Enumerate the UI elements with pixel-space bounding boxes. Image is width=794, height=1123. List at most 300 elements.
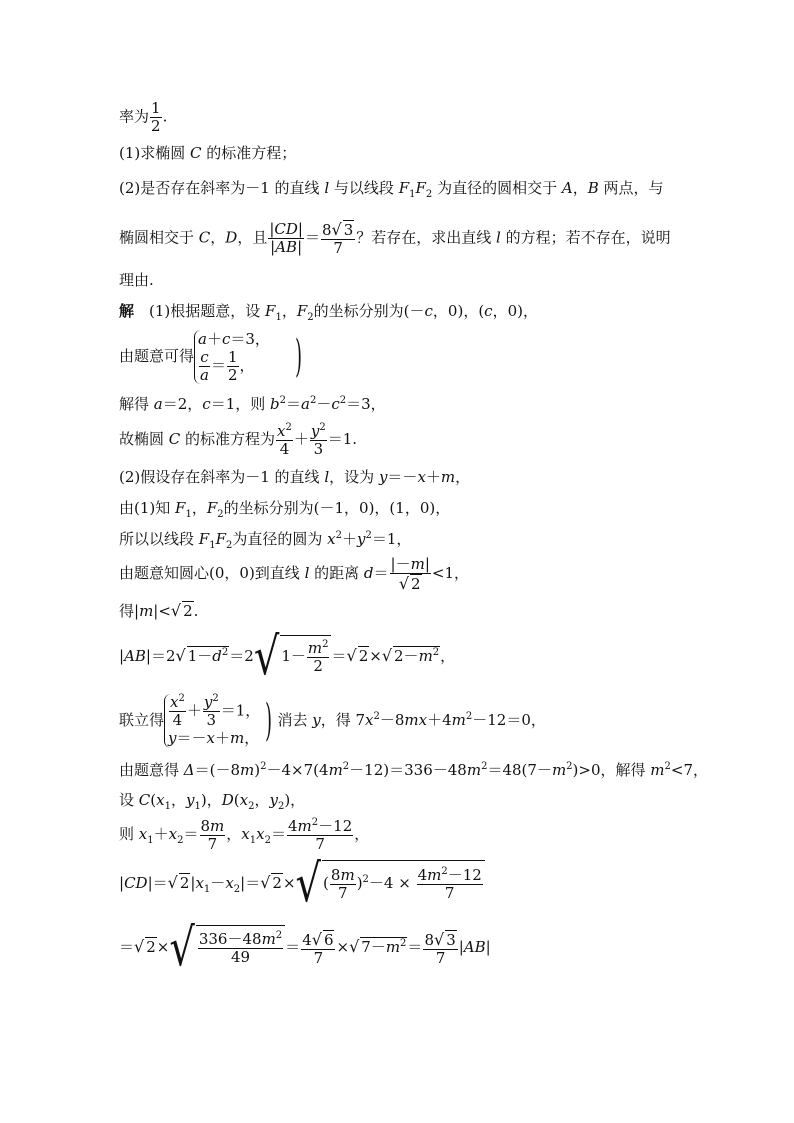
radical-sign: √	[169, 918, 195, 978]
text: 得|	[119, 602, 140, 620]
text: |＝2	[145, 647, 176, 665]
var: x	[195, 874, 204, 892]
radical-sign: √	[167, 873, 178, 892]
text: 的标准方程为	[180, 430, 276, 448]
superscript: 2	[365, 530, 372, 541]
denominator: 2	[151, 117, 161, 135]
vieta-formulas	[119, 812, 369, 856]
subscript: 2	[177, 835, 184, 846]
text: 消去	[277, 711, 313, 729]
text: 8	[330, 865, 341, 884]
text: ＝2	[229, 647, 254, 665]
var: c	[202, 395, 211, 413]
question-part-2-line-2	[119, 220, 671, 257]
subscript: 1	[203, 884, 211, 895]
var: c	[424, 302, 433, 320]
text: ＋	[425, 468, 441, 486]
var: m	[551, 761, 567, 779]
var: F	[215, 530, 226, 548]
text: ＝2，	[162, 395, 203, 413]
text: |＝	[240, 874, 261, 892]
text: ×	[156, 938, 170, 956]
var: C	[138, 791, 151, 809]
subscript: 1	[409, 189, 416, 200]
text: 的距离	[309, 564, 364, 582]
subscript: 2	[264, 835, 271, 846]
text: .	[162, 107, 168, 126]
text: ，设为	[329, 468, 379, 486]
denominator: 7	[333, 239, 343, 257]
text: (2)假设存在斜率为－1 的直线	[119, 468, 325, 486]
radical-sign: √	[398, 573, 410, 593]
combined-system	[119, 690, 546, 750]
text: ，	[210, 228, 226, 247]
denominator: 2	[227, 366, 238, 384]
subscript: 2	[248, 801, 255, 812]
subscript: 2	[233, 884, 241, 895]
var: a	[153, 395, 163, 413]
text: ＝1.	[327, 430, 358, 448]
var: x	[225, 874, 234, 892]
text: .	[193, 602, 199, 620]
foci-coordinates	[119, 498, 450, 518]
superscript: 2	[373, 711, 380, 722]
radical-sign: √	[170, 601, 182, 620]
text: ，	[170, 791, 186, 809]
text: ＝1，	[220, 701, 261, 720]
radicand: 6	[323, 930, 334, 949]
closing-paren: )	[265, 695, 273, 746]
numerator: 1	[151, 99, 161, 117]
radical-sign: √	[134, 937, 145, 956]
denominator: 3	[206, 711, 217, 729]
superscript: 2	[311, 816, 319, 828]
radicand: 3	[446, 930, 456, 949]
var: d	[212, 647, 222, 665]
points-cd	[119, 790, 305, 810]
text: |	[424, 554, 430, 573]
text: －12	[318, 816, 353, 835]
text: )	[254, 761, 261, 779]
radicand: 2	[411, 574, 421, 593]
denominator: a	[200, 366, 209, 384]
var: F	[415, 179, 426, 197]
var: x	[241, 825, 250, 843]
subscript: 2	[217, 509, 224, 520]
var: x	[168, 825, 178, 843]
var: c	[484, 302, 493, 320]
equation-system	[164, 694, 260, 748]
subscript: 2	[425, 189, 433, 200]
superscript: 2	[400, 938, 407, 949]
var: C	[190, 144, 202, 162]
superscript: 2	[664, 761, 671, 772]
text: ＝	[183, 825, 199, 843]
text: 8	[200, 816, 211, 835]
radicand: 2	[179, 874, 190, 892]
var: x	[206, 729, 215, 747]
radicand: 2	[272, 874, 282, 892]
text: 所以以线段	[119, 530, 199, 548]
ellipse-equation	[119, 420, 357, 458]
text: 则	[119, 825, 139, 843]
text: (	[150, 791, 157, 809]
circle-equation	[119, 529, 411, 549]
var: Δ	[183, 761, 195, 779]
text: ＋	[186, 701, 202, 720]
text: <7，	[670, 761, 709, 779]
var: y	[310, 421, 320, 440]
radical-sign: √	[253, 627, 280, 687]
text: ？若存在，求出直线	[356, 228, 497, 247]
var: m	[650, 761, 665, 779]
text: 两点，与	[598, 179, 664, 197]
text: ，	[244, 729, 260, 747]
text: ＝1，则	[210, 395, 270, 413]
text: (1)根据题意，设	[134, 302, 266, 320]
radical-sign: √	[311, 929, 322, 949]
superscript: 2	[279, 395, 286, 406]
question-part-2-line-3	[119, 270, 154, 290]
text: ＝	[210, 356, 226, 375]
text: 联立得	[119, 711, 165, 729]
var: D	[225, 228, 238, 247]
text: 故椭圆	[119, 430, 169, 448]
text: (	[233, 791, 240, 809]
numerator: 1	[227, 348, 238, 366]
var: x	[256, 825, 265, 843]
denominator: 49	[230, 947, 251, 966]
var: B	[587, 179, 599, 197]
var: y	[203, 693, 213, 711]
superscript: 2	[481, 761, 488, 772]
m-bound	[119, 601, 198, 621]
denominator: 7	[444, 883, 455, 902]
subscript: 1	[164, 801, 171, 812]
var: CD	[124, 874, 148, 892]
text: 的标准方程；	[201, 144, 297, 162]
superscript: 2	[212, 693, 219, 704]
var: F	[296, 302, 308, 320]
var: D	[221, 791, 234, 809]
var: mx	[404, 711, 428, 729]
text: －12	[447, 865, 482, 884]
numerator: 8	[321, 221, 332, 239]
text: 与以线段	[329, 179, 399, 197]
text: ×	[369, 647, 382, 665]
text: ＋	[342, 530, 358, 548]
text: －12＝0，	[472, 711, 546, 729]
superscript: 2	[319, 421, 326, 433]
text: ＋	[206, 330, 222, 348]
var: a	[301, 395, 310, 413]
text: 解得	[119, 395, 154, 413]
denominator: 7	[315, 834, 325, 853]
superscript: 2	[260, 761, 267, 772]
var: c	[221, 330, 231, 348]
subscript: 1	[249, 835, 257, 846]
text: ＝	[119, 938, 135, 956]
var: x	[365, 711, 374, 729]
var: m	[328, 761, 343, 779]
var: m	[427, 865, 442, 884]
var: F	[175, 499, 186, 517]
var: AB	[124, 647, 146, 665]
fraction-one-half	[150, 100, 162, 135]
text: ，0)，(	[432, 302, 485, 320]
var: m	[418, 647, 433, 665]
var: AB	[463, 938, 486, 956]
text: 的方程；若不存在，说明	[500, 228, 671, 247]
discriminant	[119, 760, 708, 780]
superscript: 2	[178, 693, 185, 704]
text: ＝	[270, 825, 286, 843]
fraction-8sqrt3-over-7	[321, 220, 355, 257]
text: ＝1，	[371, 530, 412, 548]
var: b	[270, 395, 280, 413]
text: ，	[226, 825, 242, 843]
var: m	[410, 554, 425, 573]
text: 4	[417, 865, 428, 884]
var: l	[304, 564, 310, 582]
var: m	[139, 602, 154, 620]
text: ×	[282, 874, 296, 892]
text: <1，	[431, 564, 470, 582]
text: ，	[239, 356, 255, 375]
text: |	[119, 874, 125, 892]
solution-label: 解	[119, 302, 135, 320]
text: 4	[288, 816, 298, 835]
var: C	[198, 228, 211, 247]
text: ＝	[285, 395, 301, 413]
var: m	[261, 929, 276, 948]
subscript: 1	[194, 801, 201, 812]
var: F	[206, 499, 218, 517]
text: ，	[191, 499, 207, 517]
var: y	[357, 530, 366, 548]
radicand: 3	[343, 221, 354, 239]
superscript: 2	[342, 761, 350, 772]
text: |＝	[147, 874, 168, 892]
text: ＝	[331, 647, 347, 665]
text: 由题意可得	[119, 347, 195, 365]
var: A	[561, 179, 573, 197]
text: 的坐标分别为(－1，0)，(1，0)，	[223, 499, 451, 517]
question-part-1	[119, 143, 296, 163]
text: －12)＝336－48	[349, 761, 467, 779]
text: 为直径的圆相交于	[432, 179, 562, 197]
superscript: 2	[275, 929, 283, 941]
text: －4 ×	[368, 874, 416, 892]
denominator: 7	[207, 834, 218, 853]
var: c	[331, 395, 340, 413]
superscript: 2	[441, 865, 448, 877]
text: 由题意知圆心(0，0)到直线	[119, 564, 305, 582]
text: ，	[354, 825, 370, 843]
text: 率为	[119, 107, 150, 126]
text: )>0，解得	[572, 761, 651, 779]
var: x	[417, 468, 426, 486]
denominator: 7	[435, 948, 446, 967]
solve-a-c	[119, 394, 386, 414]
subscript: 2	[277, 801, 285, 812]
superscript: 2	[322, 638, 329, 650]
var: m	[240, 761, 255, 779]
denominator: 7	[338, 883, 348, 902]
var: m	[466, 761, 482, 779]
text: 1－	[187, 647, 213, 665]
superscript: 2	[221, 647, 229, 658]
text: 2－	[394, 647, 419, 665]
radical-sign: √	[349, 937, 360, 956]
text: ＋4	[427, 711, 452, 729]
superscript: 2	[335, 530, 342, 541]
text: 336－48	[198, 929, 262, 948]
text: －	[210, 874, 226, 892]
subscript: 1	[275, 312, 282, 323]
text: |<	[153, 602, 171, 620]
eccentricity-line	[119, 100, 167, 135]
text: ，	[281, 302, 297, 320]
distance-condition	[119, 552, 469, 594]
superscript: 2	[285, 421, 292, 433]
text: ＝3，	[346, 395, 386, 413]
superscript: 2	[566, 761, 573, 772]
text: |	[190, 874, 196, 892]
var: m	[385, 938, 401, 956]
superscript: 2	[465, 711, 473, 722]
text: 椭圆相交于	[119, 228, 199, 247]
var: C	[168, 430, 181, 448]
var: a	[198, 330, 207, 348]
radical-sign: √	[433, 929, 445, 949]
subscript: 1	[147, 835, 154, 846]
text: 设	[119, 791, 139, 809]
text: ，且	[237, 228, 268, 247]
text: ＝3，	[230, 330, 270, 348]
text: ＝48(7－	[487, 761, 552, 779]
text: ×	[336, 938, 350, 956]
text: |－	[390, 554, 411, 573]
subscript: 2	[307, 312, 314, 323]
denominator: 4	[279, 439, 290, 458]
radicand: 2	[146, 938, 156, 956]
cd-length: |CD|＝√ $2|x_1-x_2|=√$ 2×√ ( $\frac{8m}{7}$ )$^2$－4 × $\frac{4m^2-12}{7}$	[119, 858, 485, 908]
text: ，	[572, 179, 588, 197]
text: ＝－	[387, 468, 418, 486]
var: m	[230, 729, 245, 747]
equation-system	[194, 330, 270, 384]
text: 由(1)知	[119, 499, 176, 517]
var: m	[210, 816, 225, 835]
var: y	[378, 468, 388, 486]
text: )，	[200, 791, 222, 809]
text: 由题意得	[119, 761, 184, 779]
text: 8	[424, 930, 434, 949]
text: ＋	[293, 430, 309, 448]
cd-simplified	[119, 918, 491, 978]
var: x	[327, 530, 336, 548]
var: y	[312, 711, 321, 729]
var: m	[340, 865, 355, 884]
question-part-2-line-1	[119, 178, 664, 198]
text: ，0)，	[492, 302, 538, 320]
var: l	[324, 468, 330, 486]
var: m	[297, 816, 312, 835]
text: 1－	[281, 647, 306, 665]
var: l	[496, 228, 501, 247]
radical-sign: √	[260, 873, 271, 892]
text: ，	[254, 791, 270, 809]
text: ，	[440, 647, 456, 665]
var: m	[307, 638, 323, 657]
text: 4	[302, 930, 312, 949]
radicand: 2	[183, 602, 193, 620]
text: |	[119, 647, 125, 665]
var: F	[198, 530, 210, 548]
var: l	[324, 179, 330, 197]
text: ＝	[373, 564, 389, 582]
numerator: |CD|	[269, 220, 303, 238]
radical-sign: √	[346, 646, 357, 665]
var: d	[363, 564, 374, 582]
superscript: 2	[432, 647, 440, 658]
text: ，得 7	[320, 711, 366, 729]
denominator: 3	[313, 439, 324, 458]
text: ＋	[214, 729, 230, 747]
superscript: 2	[362, 874, 369, 885]
text: ＝	[407, 938, 423, 956]
radical-sign: √	[295, 854, 322, 914]
var: m	[451, 711, 466, 729]
text: |	[458, 938, 464, 956]
text: ＝	[285, 938, 301, 956]
text: |	[485, 938, 491, 956]
radical-sign: √	[331, 220, 342, 239]
denominator: 7	[313, 948, 324, 967]
closing-paren: )	[295, 331, 302, 382]
ab-length	[119, 627, 456, 687]
var: x	[156, 791, 165, 809]
radicand: 2	[358, 647, 369, 665]
radical-sign: √	[175, 646, 186, 665]
text: 为直径的圆为	[232, 530, 328, 548]
text: －	[316, 395, 332, 413]
var: x	[138, 825, 148, 843]
superscript: 2	[339, 395, 347, 406]
text: ＋	[153, 825, 169, 843]
denominator: |AB|	[270, 238, 303, 256]
var: F	[265, 302, 276, 320]
fraction-cd-over-ab	[268, 221, 304, 256]
text: ，	[455, 468, 471, 486]
var: F	[398, 179, 410, 197]
var: x	[170, 693, 179, 711]
text: 理由.	[119, 271, 154, 289]
text: －8	[379, 711, 405, 729]
radical-sign: √	[381, 646, 393, 665]
denominator: 4	[172, 711, 183, 729]
subscript: 1	[209, 540, 216, 551]
text: －4×7(4	[266, 761, 329, 779]
text: 7－	[361, 938, 386, 956]
text: ＝－	[176, 729, 207, 747]
var: x	[239, 791, 249, 809]
var: y	[185, 791, 195, 809]
subscript: 2	[226, 540, 233, 551]
text: (1)求椭圆	[119, 144, 191, 162]
text: 的坐标分别为(－	[313, 302, 425, 320]
